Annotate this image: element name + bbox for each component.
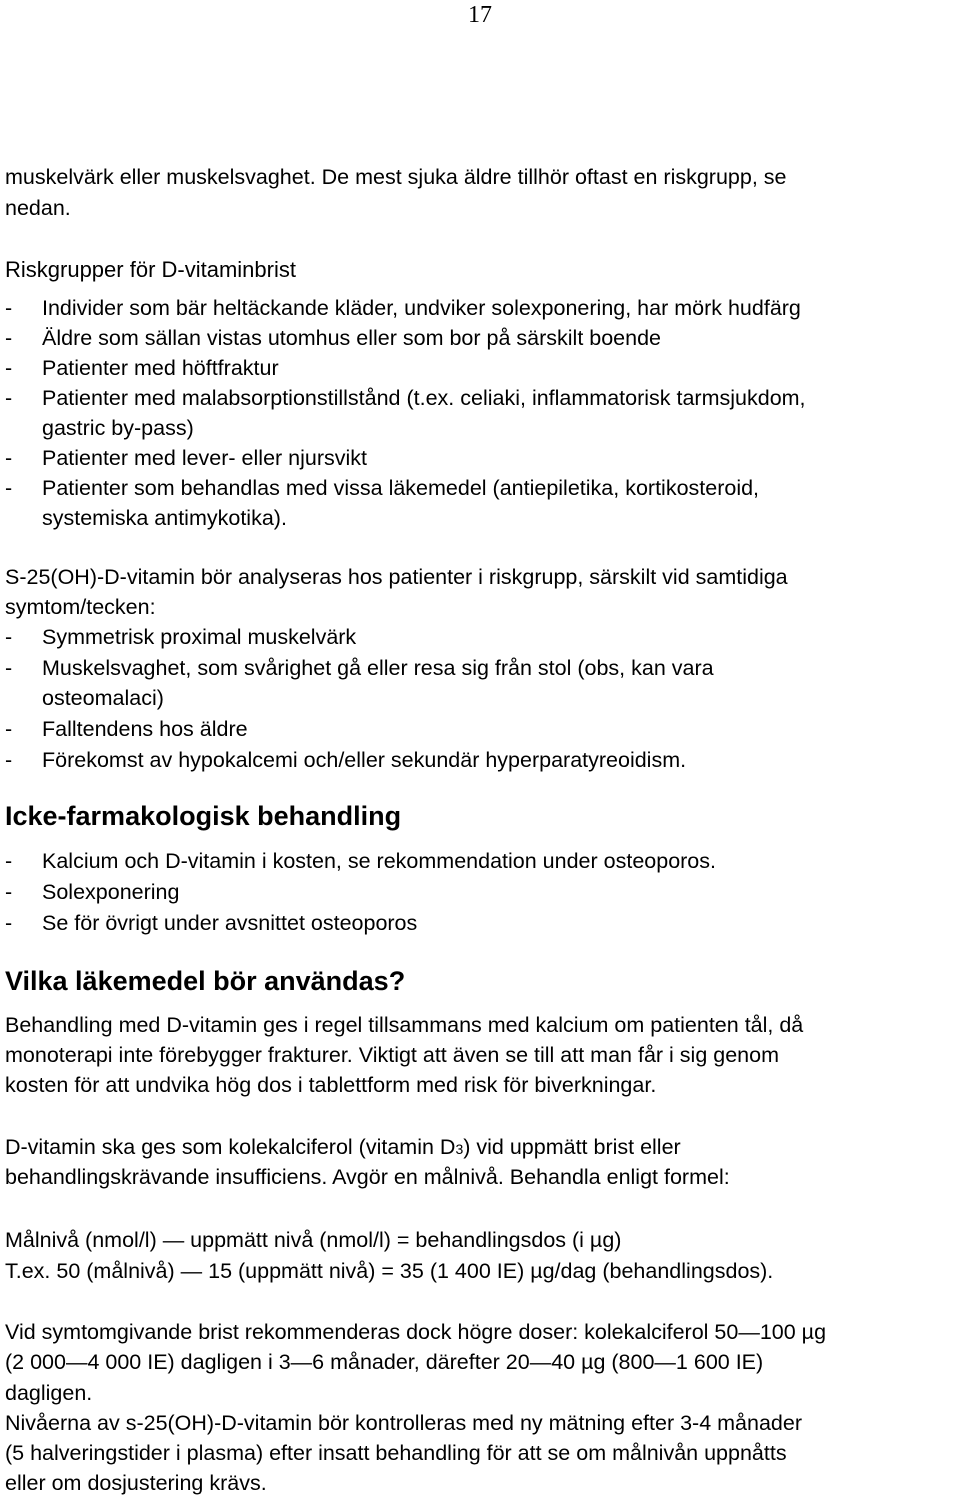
paragraph-line: (2 000—4 000 IE) dagligen i 3—6 månader, därefter 20—40 µg (800—1 600 IE) (5, 1350, 764, 1374)
paragraph-line: Nivåerna av s-25(OH)-D-vitamin bör kontrolleras med ny mätning efter 3-4 månader (5, 1411, 803, 1435)
paragraph-line: Behandling med D-vitamin ges i regel tillsammans med kalcium om patienten tål, då (5, 1013, 804, 1037)
analysis-line: symtom/tecken: (5, 595, 156, 619)
analysis-line: S-25(OH)-D-vitamin bör analyseras hos patienter i riskgrupp, särskilt vid samtidiga (5, 565, 788, 589)
riskgroups-heading: Riskgrupper för D-vitaminbrist (5, 257, 296, 282)
paragraph-line: D-vitamin ska ges som kolekalciferol (vitamin D3) vid uppmätt brist eller (5, 1135, 681, 1159)
formula-line: T.ex. 50 (målnivå) — 15 (uppmätt nivå) = 35 (1 400 IE) µg/dag (behandlingsdos). (5, 1259, 774, 1283)
nonpharm-heading: Icke-farmakologisk behandling (5, 801, 402, 831)
paragraph-line: monoterapi inte förebygger frakturer. Viktigt att även se till att man får i sig genom (5, 1043, 779, 1067)
paragraph-line: (5 halveringstider i plasma) efter insatt behandling för att se om målnivån uppnåtts (5, 1441, 787, 1465)
paragraph-line: Vid symtomgivande brist rekommenderas dock högre doser: kolekalciferol 50—100 µg (5, 1320, 827, 1344)
intro-line: muskelvärk eller muskelsvaghet. De mest sjuka äldre tillhör oftast en riskgrupp, se (5, 165, 787, 189)
formula-line: Målnivå (nmol/l) — uppmätt nivå (nmol/l) = behandlingsdos (i µg) (5, 1228, 622, 1252)
page-number: 17 (468, 2, 492, 28)
paragraph-line: eller om dosjustering krävs. (5, 1471, 267, 1495)
paragraph-line: kosten för att undvika hög dos i tablettform med risk för biverkningar. (5, 1073, 657, 1097)
paragraph-line: dagligen. (5, 1381, 93, 1405)
intro-line: nedan. (5, 196, 71, 220)
paragraph-line: behandlingskrävande insufficiens. Avgör en målnivå. Behandla enligt formel: (5, 1165, 730, 1189)
drugs-heading: Vilka läkemedel bör användas? (5, 966, 406, 996)
